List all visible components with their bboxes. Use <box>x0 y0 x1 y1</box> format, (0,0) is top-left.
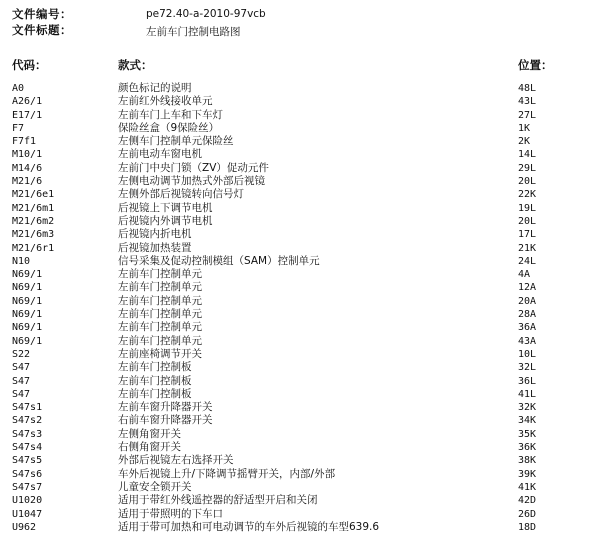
table-row <box>0 361 608 374</box>
row-position: 34K <box>518 415 537 427</box>
row-position: 32K <box>518 402 537 414</box>
row-description: 左前车门上车和下车灯 <box>118 108 223 121</box>
table-row <box>0 295 608 308</box>
row-description: 左前门中央门锁（ZV）促动元件 <box>118 161 269 174</box>
row-position: 43L <box>518 96 537 108</box>
row-position: 36L <box>518 375 537 387</box>
row-code: N10 <box>12 255 31 267</box>
row-position: 41K <box>518 481 537 493</box>
table-row <box>0 148 608 161</box>
row-description: 适用于带可加热和可电动调节的车外后视镜的车型639.6 <box>118 520 380 533</box>
row-position: 21K <box>518 242 537 254</box>
row-code: A0 <box>12 83 25 94</box>
row-position: 48L <box>518 83 537 94</box>
row-description: 左前车门控制单元 <box>118 308 202 321</box>
row-code: M21/6e1 <box>12 189 55 201</box>
row-position: 17L <box>518 229 537 241</box>
row-code: F7 <box>12 122 25 134</box>
row-description: 右前车窗升降器开关 <box>118 414 213 427</box>
row-description: 左前车门控制板 <box>118 374 192 387</box>
table-row <box>0 348 608 361</box>
row-description: 儿童安全锁开关 <box>118 480 192 493</box>
row-code: S22 <box>12 348 31 360</box>
table-row <box>0 494 608 507</box>
row-code: S47s7 <box>12 481 43 493</box>
column-header-pos: 位置： <box>518 58 553 72</box>
row-position: 20L <box>518 215 537 227</box>
table-row <box>0 242 608 255</box>
row-position: 41L <box>518 388 537 400</box>
table-row <box>0 335 608 348</box>
row-code: N69/1 <box>12 269 43 281</box>
row-code: M21/6m2 <box>12 215 55 227</box>
column-header-desc: 款式： <box>118 58 153 72</box>
row-description: 车外后视镜上升/下降调节摇臂开关，内部/外部 <box>118 467 336 480</box>
table-row <box>0 468 608 481</box>
table-row <box>0 175 608 188</box>
table-row <box>0 428 608 441</box>
row-description: 左前车门控制单元 <box>118 321 202 334</box>
file-title-label: 文件标题： <box>12 23 72 37</box>
table-row <box>0 215 608 228</box>
row-code: U962 <box>12 521 37 533</box>
row-description: 后视镜内折电机 <box>118 228 192 241</box>
row-code: M21/6m1 <box>12 202 55 214</box>
table-row <box>0 162 608 175</box>
column-header-code: 代码： <box>12 58 47 72</box>
row-code: S47s1 <box>12 402 43 414</box>
table-row <box>0 82 608 95</box>
row-code: M21/6m3 <box>12 229 55 241</box>
row-code: S47s6 <box>12 468 43 480</box>
row-position: 28A <box>518 309 537 321</box>
table-row <box>0 521 608 534</box>
table-row <box>0 202 608 215</box>
row-position: 38K <box>518 455 537 467</box>
row-code: N69/1 <box>12 309 43 321</box>
row-code: M14/6 <box>12 162 43 174</box>
row-code: N69/1 <box>12 335 43 347</box>
file-number-label: 文件编号： <box>12 7 72 21</box>
row-code: A26/1 <box>12 96 43 108</box>
row-code: S47 <box>12 375 31 387</box>
row-code: S47s3 <box>12 428 43 440</box>
row-description: 后视镜内外调节电机 <box>118 214 213 227</box>
row-description: 左前车门控制单元 <box>118 334 202 347</box>
row-description: 左侧角窗开关 <box>118 427 181 440</box>
row-description: 左前车门控制单元 <box>118 281 202 294</box>
row-position: 32L <box>518 362 537 374</box>
row-position: 39K <box>518 468 537 480</box>
table-row <box>0 401 608 414</box>
row-position: 24L <box>518 255 537 267</box>
table-row <box>0 321 608 334</box>
row-code: S47s2 <box>12 415 43 427</box>
row-description: 左前车门控制板 <box>118 387 192 400</box>
table-row <box>0 122 608 135</box>
component-list <box>0 82 608 534</box>
row-code: S47 <box>12 362 31 374</box>
row-code: N69/1 <box>12 282 43 294</box>
row-position: 12A <box>518 282 537 294</box>
row-description: 左前电动车窗电机 <box>118 148 202 161</box>
row-code: E17/1 <box>12 109 43 121</box>
row-description: 左前座椅调节开关 <box>118 347 202 360</box>
row-description: 适用于带红外线遥控器的舒适型开启和关闭 <box>118 494 318 507</box>
row-description: 信号采集及促动控制模组（SAM）控制单元 <box>118 254 320 267</box>
row-position: 35K <box>518 428 537 440</box>
row-code: N69/1 <box>12 295 43 307</box>
row-position: 36K <box>518 442 537 454</box>
row-position: 43A <box>518 335 537 347</box>
row-description: 颜色标记的说明 <box>118 82 192 94</box>
row-position: 27L <box>518 109 537 121</box>
table-row <box>0 308 608 321</box>
row-description: 左前车门控制单元 <box>118 268 202 281</box>
row-position: 14L <box>518 149 537 161</box>
table-row <box>0 454 608 467</box>
row-code: M10/1 <box>12 149 43 161</box>
row-description: 左侧电动调节加热式外部后视镜 <box>118 175 265 188</box>
row-description: 适用于带照明的下车口 <box>118 507 223 520</box>
row-description: 左前车门控制板 <box>118 361 192 374</box>
table-row <box>0 135 608 148</box>
row-description: 左前红外线接收单元 <box>118 95 213 108</box>
row-code: M21/6r1 <box>12 242 55 254</box>
row-description: 左侧外部后视镜转向信号灯 <box>118 188 244 201</box>
row-code: M21/6 <box>12 176 43 188</box>
row-description: 保险丝盒（9保险丝） <box>118 121 220 134</box>
row-position: 29L <box>518 162 537 174</box>
table-row <box>0 441 608 454</box>
file-number-value: pe72.40-a-2010-97vcb <box>146 8 266 20</box>
row-description: 外部后视镜左右选择开关 <box>118 454 234 467</box>
row-position: 19L <box>518 202 537 214</box>
row-position: 36A <box>518 322 537 334</box>
row-position: 2K <box>518 136 531 148</box>
row-description: 左前车窗升降器开关 <box>118 401 213 414</box>
table-row <box>0 228 608 241</box>
row-code: S47s5 <box>12 455 43 467</box>
row-position: 18D <box>518 521 537 533</box>
row-position: 4A <box>518 269 531 281</box>
row-code: F7f1 <box>12 136 37 148</box>
table-row <box>0 109 608 122</box>
row-code: U1047 <box>12 508 43 520</box>
row-position: 10L <box>518 348 537 360</box>
row-description: 后视镜上下调节电机 <box>118 201 213 214</box>
row-description: 左侧车门控制单元保险丝 <box>118 135 234 148</box>
row-position: 22K <box>518 189 537 201</box>
row-code: N69/1 <box>12 322 43 334</box>
table-row <box>0 375 608 388</box>
table-row <box>0 481 608 494</box>
row-code: S47 <box>12 388 31 400</box>
row-description: 后视镜加热装置 <box>118 241 192 254</box>
row-position: 1K <box>518 122 531 134</box>
row-position: 26D <box>518 508 537 520</box>
table-row <box>0 268 608 281</box>
table-row <box>0 255 608 268</box>
table-row <box>0 414 608 427</box>
row-description: 左前车门控制单元 <box>118 294 202 307</box>
table-row <box>0 508 608 521</box>
row-position: 20L <box>518 176 537 188</box>
table-row <box>0 188 608 201</box>
row-position: 20A <box>518 295 537 307</box>
file-title-value: 左前车门控制电路图 <box>146 26 241 38</box>
table-row <box>0 388 608 401</box>
row-description: 右侧角窗开关 <box>118 441 181 454</box>
row-code: S47s4 <box>12 442 43 454</box>
row-position: 42D <box>518 495 537 507</box>
table-row <box>0 95 608 108</box>
row-code: U1020 <box>12 495 43 507</box>
table-row <box>0 281 608 294</box>
